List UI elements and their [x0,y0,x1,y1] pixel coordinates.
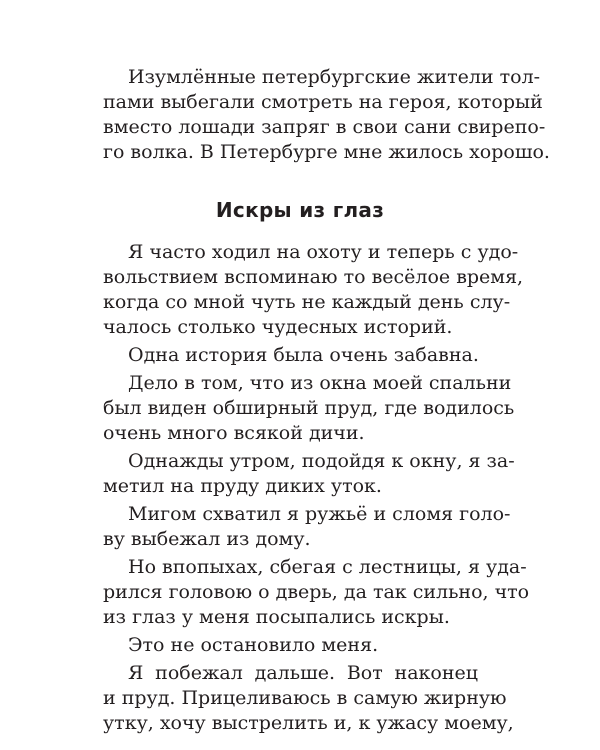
text-line: Но впопыхах, сбегая с лестницы, я уда- [128,556,527,578]
chapter-title: Искры из глаз [215,198,385,222]
text-line: Мигом схватил я ружьё и сломя голо- [128,503,511,525]
text-line: вольствием вспоминаю то весёлое время, [103,266,524,288]
text-line: вместо лошади запряг в свои сани свирепо- [103,116,546,138]
text-line: когда со мной чуть не каждый день слу- [103,291,511,313]
text-line: Это не остановило меня. [128,634,379,656]
text-line: утку, хочу выстрелить и, к ужасу моему, [103,712,514,734]
text-line: Я побежал дальше. Вот наконец [128,662,478,684]
text-line: очень много всякой дичи. [103,422,365,444]
text-line: рился головою о дверь, да так сильно, что [103,581,530,603]
text-line: Изумлённые петербургские жители тол- [128,66,541,88]
text-line: и пруд. Прицеливаюсь в самую жирную [103,687,507,709]
text-line: чалось столько чудесных историй. [103,316,453,338]
text-line: был виден обширный пруд, где водилось [103,397,515,419]
text-line: го волка. В Петербурге мне жилось хорошо. [103,141,550,163]
text-line: Дело в том, что из окна моей спальни [128,372,512,394]
text-line: Одна история была очень забавна. [128,344,479,366]
text-line: пами выбегали смотреть на героя, который [103,91,543,113]
text-line: ву выбежал из дому. [103,528,311,550]
text-line: из глаз у меня посыпались искры. [103,606,450,628]
text-line: Однажды утром, подойдя к окну, я за- [128,450,515,472]
text-line: метил на пруду диких уток. [103,475,382,497]
text-line: Я часто ходил на охоту и теперь с удо- [128,241,519,263]
